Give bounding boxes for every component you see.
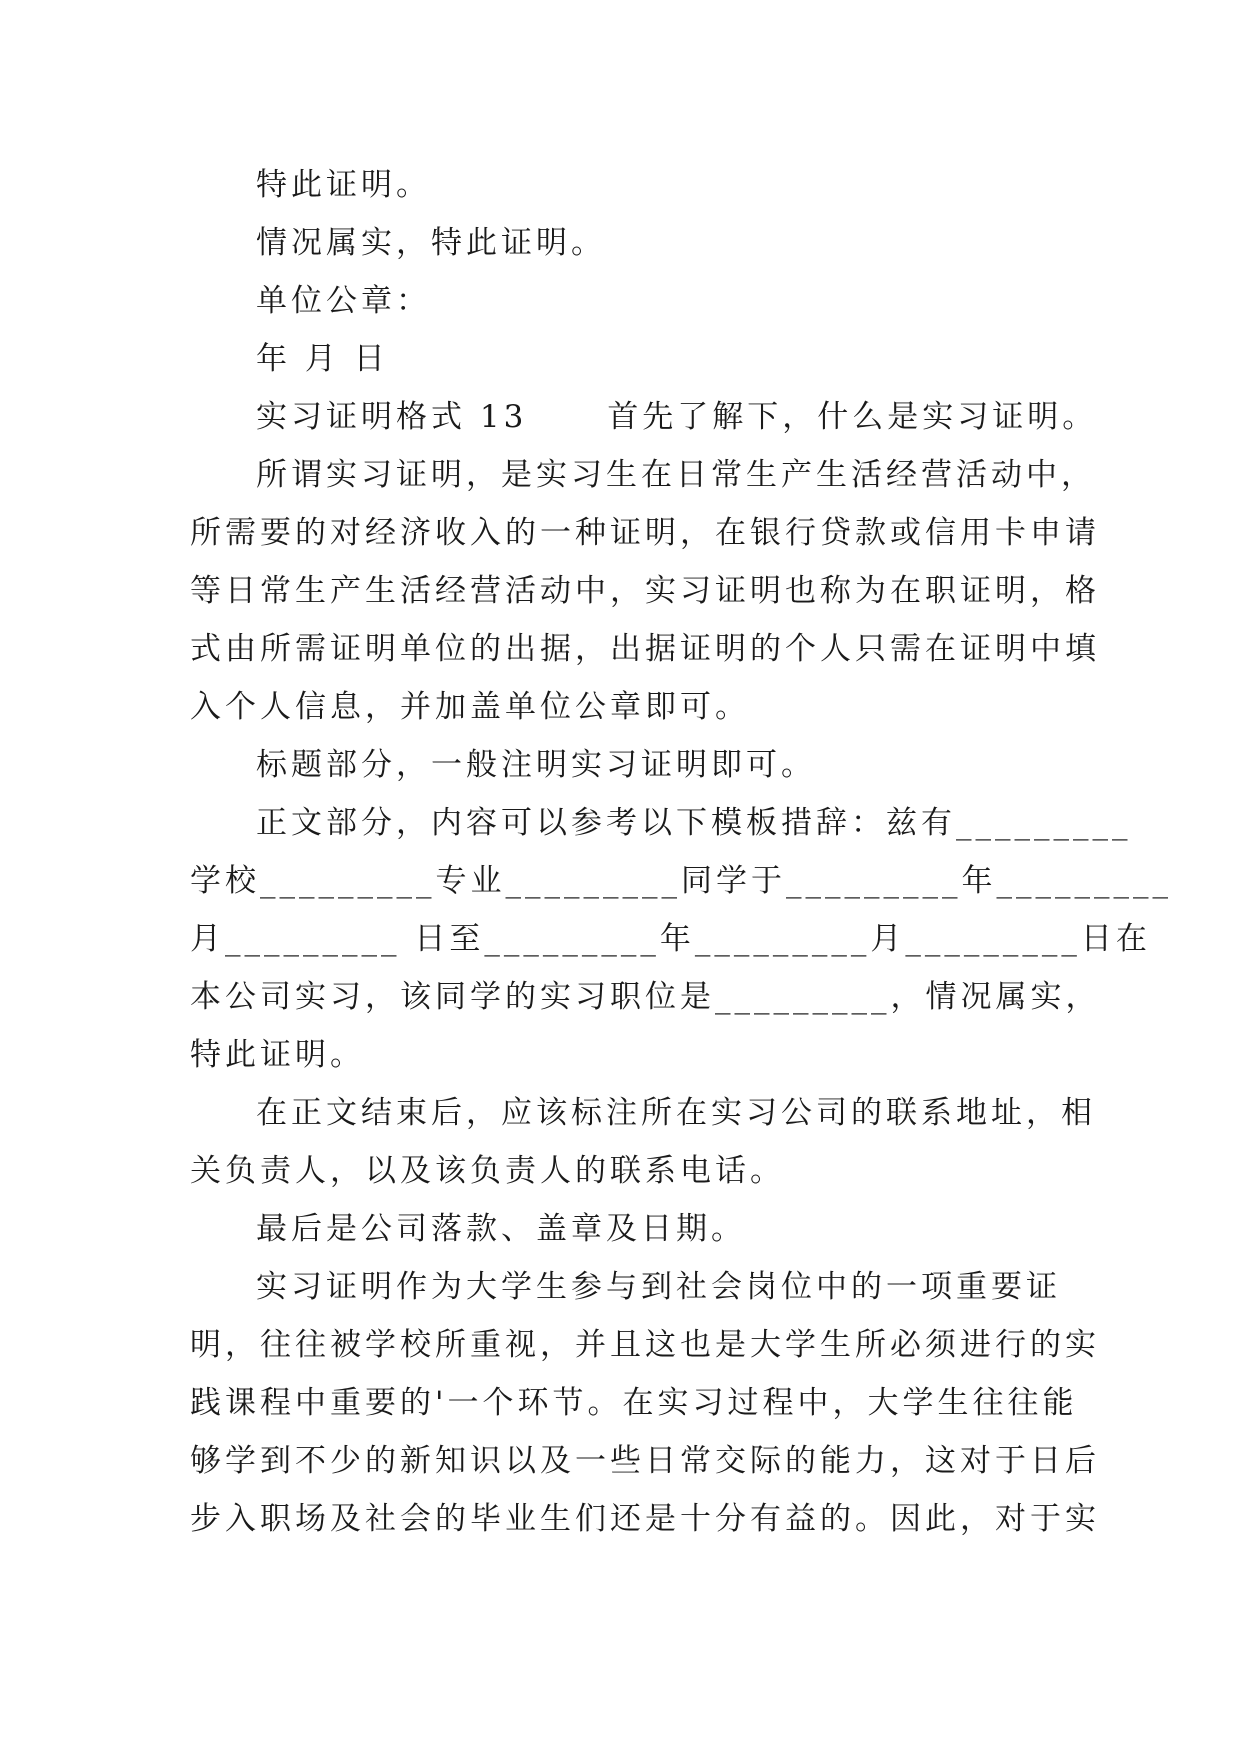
text-line: 最后是公司落款、盖章及日期。 [256,1211,746,1247]
section-intro: 首先了解下，什么是实习证明。 [607,399,1098,435]
text-line: 正文部分，内容可以参考以下模板措辞：兹有_________ [256,805,1132,841]
text-line: 步入职场及社会的毕业生们还是十分有益的。因此，对于实 [190,1501,1100,1537]
text-line: 标题部分，一般注明实习证明即可。 [256,747,816,783]
text-line: 式由所需证明单位的出据，出据证明的个人只需在证明中填 [190,631,1100,667]
text-line: 等日常生产生活经营活动中，实习证明也称为在职证明，格 [190,573,1100,609]
heading-line [256,387,1126,447]
text-line: 学校_________专业_________同学于_________年_________ [190,863,1172,899]
section-title: 实习证明格式 13 [256,399,528,435]
text-line: 明，往往被学校所重视，并且这也是大学生所必须进行的实 [190,1327,1100,1363]
text-line: 情况属实，特此证明。 [256,225,606,261]
text-line: 够学到不少的新知识以及一些日常交际的能力，这对于日后 [190,1443,1100,1479]
text-line: 特此证明。 [256,167,431,203]
text-line: 所需要的对经济收入的一种证明，在银行贷款或信用卡申请 [190,515,1100,551]
text-line: 所谓实习证明，是实习生在日常生产生活经营活动中， [256,457,1096,493]
text-line: 践课程中重要的'一个环节。在实习过程中，大学生往往能 [190,1385,1078,1421]
text-line: 月_________ 日至_________年_________月_________日在 [190,921,1151,957]
text-line: 年 月 日 [256,341,389,377]
text-line: 本公司实习，该同学的实习职位是_________，情况属实， [190,979,1101,1015]
text-line: 特此证明。 [190,1037,365,1073]
text-line: 单位公章： [256,283,431,319]
text-line: 关负责人，以及该负责人的联系电话。 [190,1153,785,1189]
text-line: 在正文结束后，应该标注所在实习公司的联系地址，相 [256,1095,1096,1131]
text-line: 入个人信息，并加盖单位公章即可。 [190,689,750,725]
text-line: 实习证明作为大学生参与到社会岗位中的一项重要证 [256,1269,1061,1305]
